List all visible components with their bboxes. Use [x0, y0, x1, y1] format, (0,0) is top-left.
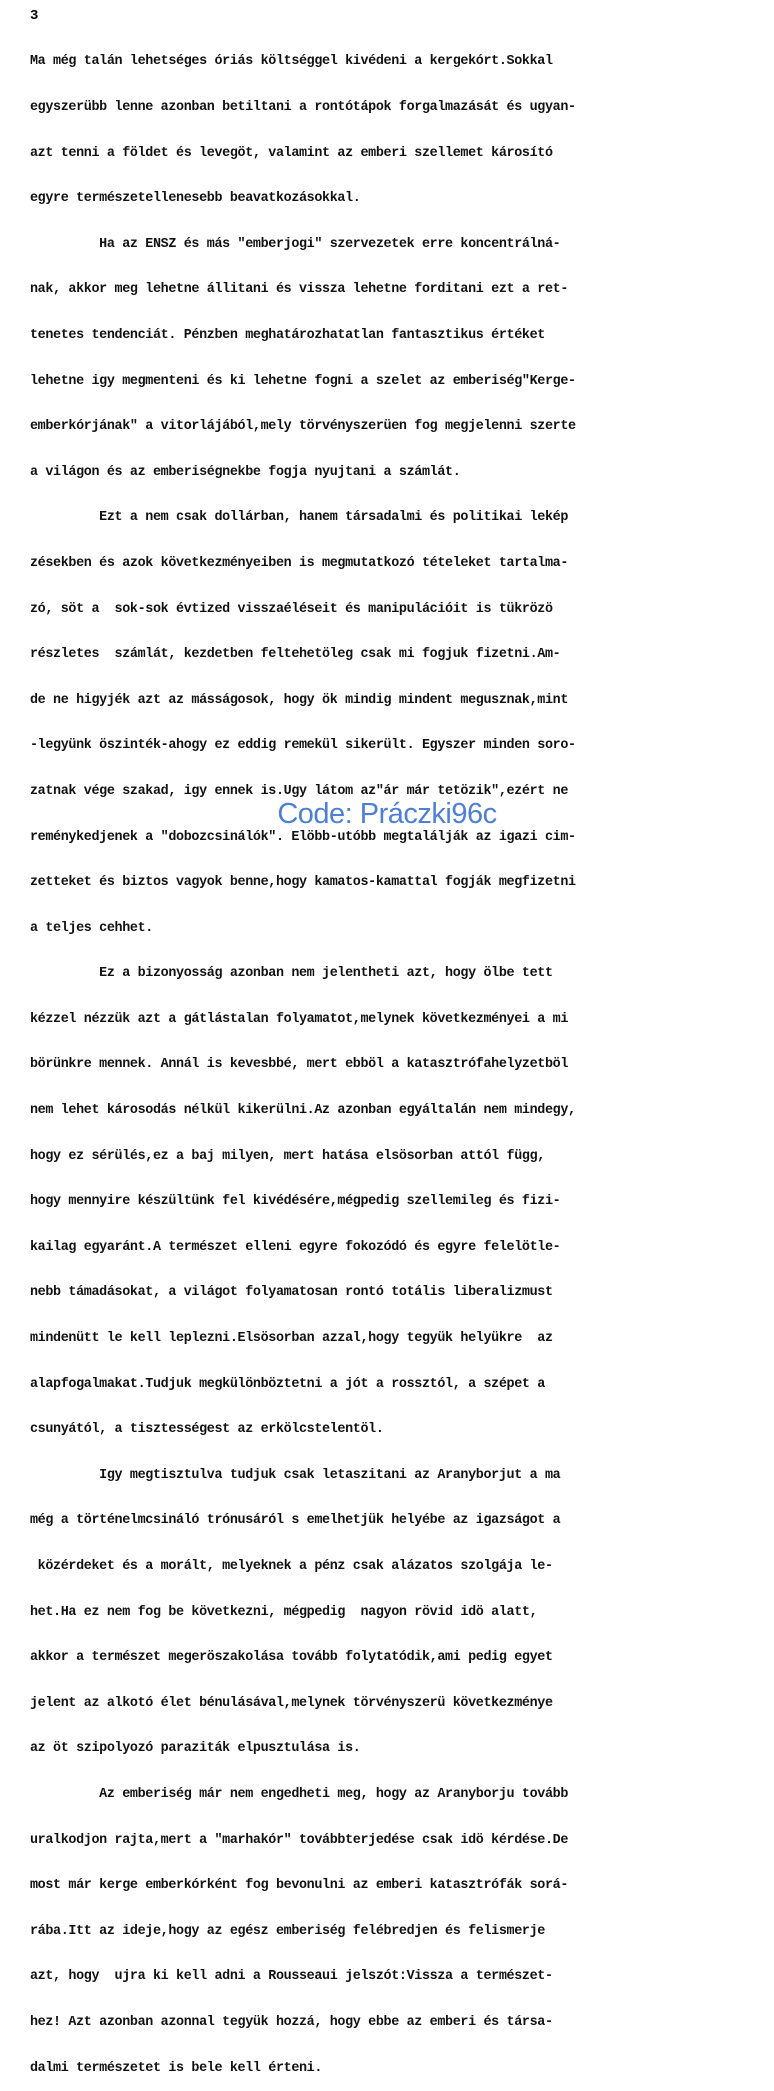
- text-line: nebb támadásokat, a világot folyamatosan rontó totális liberalizmust: [30, 1285, 553, 1301]
- text-line: azt tenni a földet és levegöt, valamint az emberi szellemet károsító: [30, 145, 553, 161]
- text-line: most már kerge emberkórként fog bevonulni az emberi katasztrófák sorá-: [30, 1878, 568, 1894]
- text-line: a teljes cehhet.: [30, 920, 153, 936]
- text-line: emberkórjának" a vitorlájából,mely törvényszerüen fog megjelenni szerte: [30, 419, 576, 435]
- text-line: -legyünk öszinték-ahogy ez eddig remekül sikerült. Egyszer minden soro-: [30, 738, 576, 754]
- text-line: kailag egyaránt.A természet elleni egyre fokozódó és egyre felelötle-: [30, 1239, 561, 1255]
- text-line: közérdeket és a morált, melyeknek a pénz csak alázatos szolgája le-: [30, 1559, 553, 1574]
- text-line: uralkodjon rajta,mert a "marhakór" továbbterjedése csak idö kérdése.De: [30, 1832, 568, 1848]
- text-line: egyszerübb lenne azonban betiltani a rontótápok forgalmazását és ugyan-: [30, 100, 576, 115]
- page-number: 3: [30, 8, 39, 24]
- text-line: dalmi természetet is bele kell érteni.: [30, 2060, 323, 2076]
- text-line: kézzel nézzük azt a gátlástalan folyamatot,melynek következményei a mi: [30, 1011, 568, 1027]
- text-line: Ezt a nem csak dollárban, hanem társadalmi és politikai lekép: [30, 510, 568, 526]
- typewritten-body-text: [30, 24, 730, 2091]
- text-line: még a történelmcsináló trónusáról s emelhetjük helyébe az igazságot a: [30, 1513, 561, 1529]
- text-line: a világon és az emberiségnekbe fogja nyujtani a számlát.: [30, 464, 461, 480]
- text-line: csunyától, a tisztességest az erkölcstelentöl.: [30, 1422, 384, 1438]
- text-line: zó, söt a sok-sok évtized visszaéléseit és manipulációit is tükrözö: [30, 601, 553, 617]
- text-line: alapfogalmakat.Tudjuk megkülönböztetni a jót a rossztól, a szépet a: [30, 1376, 545, 1392]
- text-line: de ne higyjék azt az másságosok, hogy ök mindig mindent megusznak,mint: [30, 692, 568, 708]
- code-label: Code: Prácz​ki96c: [277, 798, 497, 830]
- text-line: Ha az ENSZ és más "emberjogi" szervezetek erre koncentrálná-: [30, 236, 561, 252]
- text-line: zatnak vége szakad, igy ennek is.Ugy látom az"ár már tetözik",ezért ne: [30, 783, 568, 799]
- text-line: nak, akkor meg lehetne állitani és vissza lehetne forditani ezt a ret-: [30, 282, 568, 298]
- text-line: zésekben és azok következményeiben is megmutatkozó tételeket tartalma-: [30, 555, 568, 571]
- text-line: het.Ha ez nem fog be következni, mégpedig nagyon rövid idö alatt,: [30, 1604, 538, 1620]
- text-line: mindenütt le kell leplezni.Elsösorban azzal,hogy tegyük helyükre az: [30, 1331, 553, 1347]
- text-line: rába.Itt az ideje,hogy az egész emberiség felébredjen és felismerje: [30, 1923, 545, 1939]
- text-line: Ez a bizonyosság azonban nem jelentheti azt, hogy ölbe tett: [30, 966, 553, 982]
- text-line: azt, hogy ujra ki kell adni a Rousseaui jelszót:Vissza a természet-: [30, 1969, 553, 1985]
- text-line: hogy ez sérülés,ez a baj milyen, mert hatása elsösorban attól függ,: [30, 1148, 545, 1164]
- text-line: akkor a természet megeröszakolása tovább folytatódik,ami pedig egyet: [30, 1650, 553, 1666]
- text-line: hogy mennyire készültünk fel kivédésére,mégpedig szellemileg és fizi-: [30, 1194, 561, 1210]
- text-line: egyre természetellenesebb beavatkozásokkal.: [30, 191, 361, 207]
- text-line: Igy megtisztulva tudjuk csak letaszitani az Aranyborjut a ma: [30, 1467, 561, 1483]
- text-line: börünkre mennek. Annál is kevesbbé, mert ebböl a katasztrófahelyzetböl: [30, 1057, 568, 1073]
- text-line: lehetne igy megmenteni és ki lehetne fogni a szelet az emberiség"Kerge-: [30, 373, 576, 389]
- text-line: nem lehet károsodás nélkül kikerülni.Az azonban egyáltalán nem mindegy,: [30, 1103, 576, 1119]
- text-line: zetteket és biztos vagyok benne,hogy kamatos-kamattal fogják megfizetni: [30, 875, 576, 891]
- text-line: reménykedjenek a "dobozcsinálók". Elöbb-utóbb megtalálják az igazi cim-: [30, 829, 576, 845]
- text-line: Az emberiség már nem engedheti meg, hogy az Aranyborju tovább: [30, 1786, 568, 1802]
- text-line: hez! Azt azonban azonnal tegyük hozzá, hogy ebbe az emberi és társa-: [30, 2014, 553, 2030]
- text-line: az öt szipolyozó paraziták elpusztulása is.: [30, 1741, 361, 1757]
- text-line: részletes számlát, kezdetben feltehetöleg csak mi fogjuk fizetni.Am-: [30, 647, 561, 663]
- text-line: Ma még talán lehetséges óriás költséggel kivédeni a kergekórt.Sokkal: [30, 54, 553, 70]
- text-line: jelent az alkotó élet bénulásával,melynek törvényszerü következménye: [30, 1695, 553, 1711]
- text-line: tenetes tendenciát. Pénzben meghatározhatatlan fantasztikus értéket: [30, 327, 545, 343]
